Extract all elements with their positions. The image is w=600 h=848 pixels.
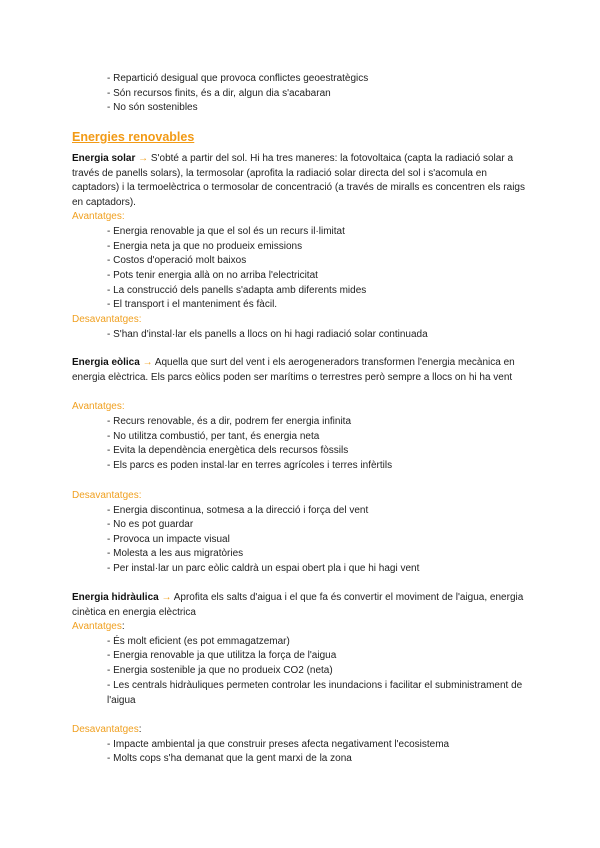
hidraulica-paragraph <box>72 591 529 620</box>
list-item: - Recurs renovable, és a dir, podrem fer energia infinita <box>107 416 352 427</box>
list-item: - Són recursos finits, és a dir, algun dia s'acabaran <box>107 88 331 99</box>
hidraulica-advantages-label: Avantatges: <box>72 621 125 632</box>
solar-title: Energia solar <box>72 153 136 164</box>
eolica-disadvantages-label: Desavantatges: <box>72 490 142 501</box>
list-item: - Energia sostenible ja que no produeix CO2 (neta) <box>107 665 333 676</box>
eolica-title: Energia eòlica <box>72 357 140 368</box>
arrow-icon: → <box>138 153 149 164</box>
list-item: - Repartició desigual que provoca conflictes geoestratègics <box>107 73 369 84</box>
hidraulica-disadvantages-label: Desavantatges: <box>72 724 142 735</box>
list-item: - Impacte ambiental ja que construir preses afecta negativament l'ecosistema <box>107 739 450 750</box>
list-item: - Pots tenir energia allà on no arriba l'electricitat <box>107 270 318 281</box>
arrow-icon: → <box>142 357 153 368</box>
list-item: - S'han d'instal·lar els panells a llocs on hi hagi radiació solar continuada <box>107 329 428 340</box>
list-item: - Evita la dependència energètica dels recursos fòssils <box>107 445 349 456</box>
solar-disadvantages-label: Desavantatges: <box>72 314 142 325</box>
list-item: - No són sostenibles <box>107 102 198 113</box>
list-item: - Energia renovable ja que utilitza la força de l'aigua <box>107 650 337 661</box>
eolica-paragraph <box>72 356 529 385</box>
list-item: - Molts cops s'ha demanat que la gent marxi de la zona <box>107 753 352 764</box>
solar-text: S'obté a partir del sol. Hi ha tres maneres: la fotovoltaica (capta la radiació solar a través de panells solars), la termosolar (aprofita la radiació solar directa del sol i s'acomula en captadors) i la termoelèctrica o termosolar de concentració (a través de miralls es concentren els raigs en captadors). <box>72 153 525 209</box>
list-item: - Provoca un impacte visual <box>107 534 230 545</box>
list-item: - Els parcs es poden instal·lar en terres agrícoles i terres infèrtils <box>107 460 393 471</box>
list-item: - El transport i el manteniment és fàcil. <box>107 299 278 310</box>
hidraulica-title: Energia hidràulica <box>72 592 159 603</box>
list-item: - Per instal·lar un parc eòlic caldrà un espai obert pla i que hi hagi vent <box>107 563 420 574</box>
list-item: - Molesta a les aus migratòries <box>107 548 244 559</box>
section-heading: Energies renovables <box>72 130 195 144</box>
list-item: - La construcció dels panells s'adapta amb diferents mides <box>107 285 367 296</box>
list-item: - Costos d'operació molt baixos <box>107 255 247 266</box>
solar-advantages-label: Avantatges: <box>72 211 125 222</box>
eolica-text: Aquella que surt del vent i els aerogeneradors transformen l'energia mecànica en energia elèctrica. Els parcs eòlics poden ser marítims o terrestres però sempre a llocs on hi ha vent <box>72 357 515 383</box>
list-item: - Energia renovable ja que el sol és un recurs il·limitat <box>107 226 345 237</box>
hidraulica-text: Aprofita els salts d'aigua i el que fa és convertir el moviment de l'aigua, energia cinètica en energia elèctrica <box>72 592 524 618</box>
solar-paragraph <box>72 152 529 211</box>
list-item: - Energia discontinua, sotmesa a la direcció i força del vent <box>107 505 369 516</box>
list-item: - Energia neta ja que no produeix emissions <box>107 241 303 252</box>
list-item: - Les centrals hidràuliques permeten controlar les inundacions i facilitar el subministrament de l'aigua <box>107 680 523 706</box>
eolica-advantages-label: Avantatges: <box>72 401 125 412</box>
list-item: - És molt eficient (es pot emmagatzemar) <box>107 636 290 647</box>
arrow-icon: → <box>161 592 172 603</box>
list-item: - No utilitza combustió, per tant, és energia neta <box>107 431 320 442</box>
list-item: - No es pot guardar <box>107 519 194 530</box>
